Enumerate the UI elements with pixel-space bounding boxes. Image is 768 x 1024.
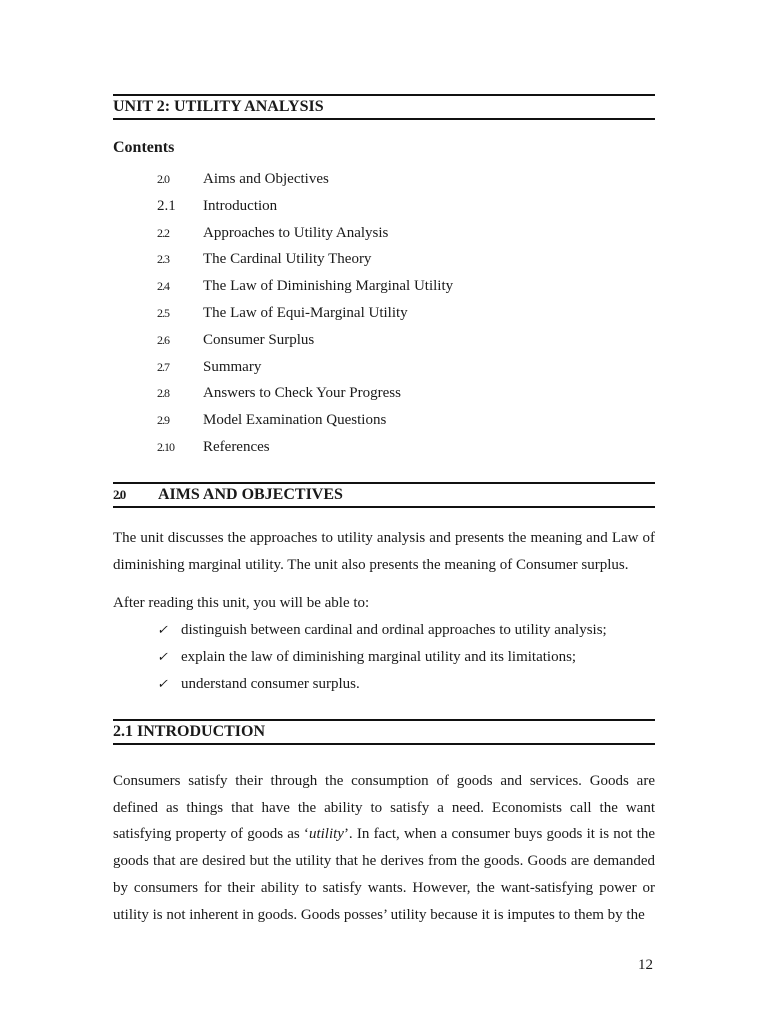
toc-item[interactable] — [157, 354, 453, 381]
list-item-text: understand consumer surplus. — [181, 675, 360, 692]
toc-number: 2.3 — [157, 252, 169, 267]
checkmark-icon: ✓ — [157, 648, 168, 664]
toc-number: 2.0 — [157, 172, 169, 186]
toc-number: 2.6 — [157, 332, 169, 347]
intro-text-part1: Consumers satisfy their through the consumption of goods and services. Goods are defined as things that have the ability to satisfy a need. Economists call the want satisfying property of goods as ‘ — [113, 773, 655, 843]
section-number: 2.0 — [113, 487, 125, 502]
section-title: AIMS AND OBJECTIVES — [158, 486, 343, 503]
toc-item[interactable] — [157, 407, 453, 434]
checkmark-icon: ✓ — [157, 675, 168, 691]
list-item — [157, 671, 607, 698]
toc-number: 2.9 — [157, 413, 169, 428]
toc-item[interactable] — [157, 380, 453, 407]
aims-intro-line: After reading this unit, you will be able to: — [113, 595, 370, 611]
table-of-contents — [157, 166, 453, 461]
toc-title: Aims and Objectives — [203, 171, 329, 187]
toc-number: 2.7 — [157, 359, 169, 374]
intro-text-part2: ’. In fact, when a consumer buys goods it is not the goods that are desired but the utility that he derives from the goods. Goods are demanded by consumers for their ability to satisfy wants. However, the want-satisfying power or utility is not inherent in goods. Goods posses’ utility because it is imputes to them by the — [113, 826, 655, 923]
introduction-paragraph — [113, 768, 655, 928]
toc-number: 2.1 — [157, 197, 176, 214]
toc-number: 2.4 — [157, 279, 169, 294]
intro-italic-term: utility — [308, 826, 344, 843]
toc-title: The Law of Diminishing Marginal Utility — [203, 278, 454, 295]
toc-item[interactable] — [157, 166, 453, 193]
toc-number: 2.8 — [157, 386, 169, 401]
section-heading-aims — [113, 482, 655, 508]
contents-heading: Contents — [113, 139, 175, 156]
toc-item[interactable] — [157, 300, 453, 327]
toc-title: Consumer Surplus — [203, 331, 315, 348]
toc-item[interactable] — [157, 193, 453, 220]
toc-title: References — [203, 438, 270, 455]
list-item-text: explain the law of diminishing marginal utility and its limitations; — [181, 648, 577, 665]
objectives-list — [157, 617, 607, 697]
toc-title: The Law of Equi-Marginal Utility — [203, 304, 408, 321]
list-item-text: distinguish between cardinal and ordinal approaches to utility analysis; — [181, 622, 607, 638]
toc-title: Introduction — [203, 197, 278, 214]
toc-item[interactable] — [157, 246, 453, 273]
list-item — [157, 617, 607, 644]
toc-title: Approaches to Utility Analysis — [203, 224, 389, 241]
toc-title: The Cardinal Utility Theory — [203, 251, 372, 268]
aims-paragraph: The unit discusses the approaches to utility analysis and presents the meaning and Law of diminishing marginal utility. The unit also presents the meaning of Consumer surplus. — [113, 530, 655, 573]
toc-title: Summary — [203, 358, 262, 375]
unit-title: UNIT 2: UTILITY ANALYSIS — [113, 94, 655, 120]
toc-item[interactable] — [157, 327, 453, 354]
toc-number: 2.10 — [157, 439, 174, 454]
toc-item[interactable] — [157, 220, 453, 247]
toc-item[interactable] — [157, 273, 453, 300]
toc-number: 2.5 — [157, 305, 169, 320]
toc-title: Answers to Check Your Progress — [203, 385, 401, 402]
section-heading-introduction: 2.1 INTRODUCTION — [113, 719, 655, 745]
toc-number: 2.2 — [157, 225, 169, 240]
toc-title: Model Examination Questions — [203, 412, 387, 429]
list-item — [157, 644, 607, 671]
toc-item[interactable] — [157, 434, 453, 461]
page-number: 12 — [638, 957, 653, 973]
checkmark-icon: ✓ — [157, 622, 168, 637]
